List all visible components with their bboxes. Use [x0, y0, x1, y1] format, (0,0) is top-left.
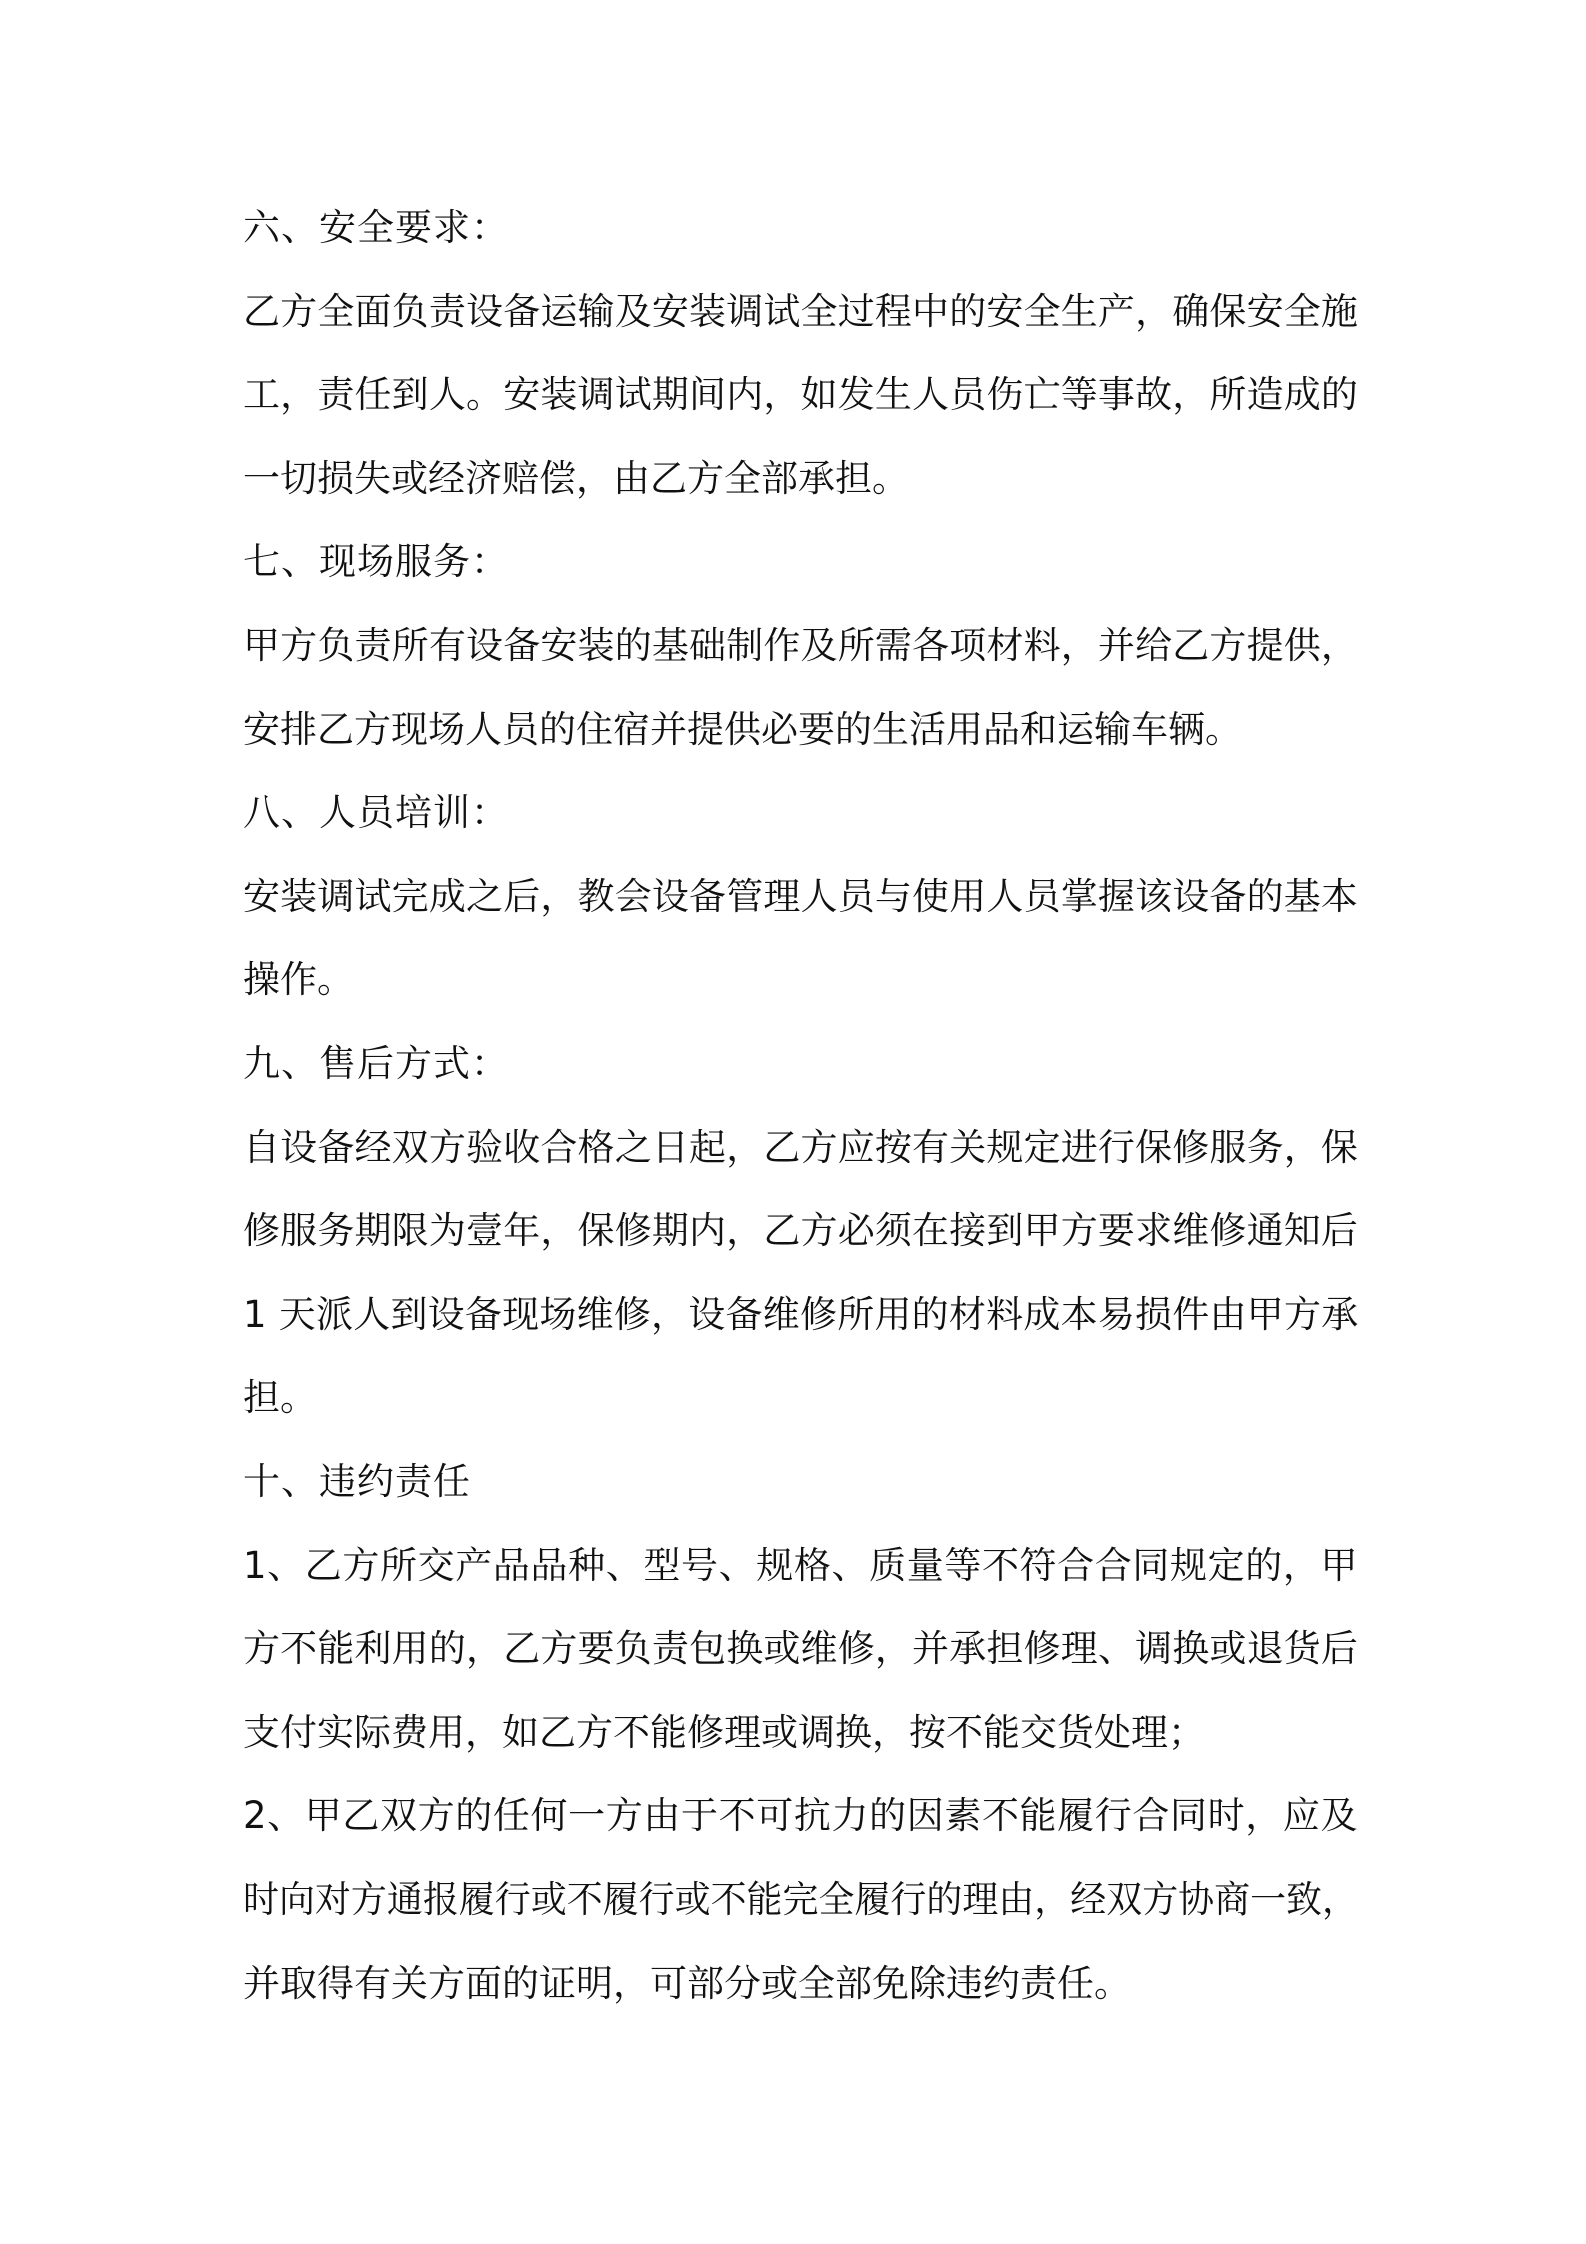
- paragraph-line: 一切损失或经济赔偿，由乙方全部承担。: [243, 457, 909, 500]
- paragraph-line: 操作。: [243, 958, 354, 1001]
- section-heading: 六、安全要求：: [243, 206, 509, 249]
- paragraph-line: 乙方全面负责设备运输及安装调试全过程中的安全生产，确保安全施: [243, 290, 1359, 333]
- paragraph-line: 修服务期限为壹年，保修期内，乙方必须在接到甲方要求维修通知后: [243, 1209, 1359, 1252]
- paragraph-line: 担。: [243, 1376, 317, 1419]
- paragraph-line: 并取得有关方面的证明，可部分或全部免除违约责任。: [243, 1962, 1131, 2005]
- section-heading: 八、人员培训：: [243, 791, 509, 834]
- paragraph-line: 方不能利用的，乙方要负责包换或维修，并承担修理、调换或退货后: [243, 1627, 1359, 1670]
- paragraph-line: 自设备经双方验收合格之日起，乙方应按有关规定进行保修服务，保: [243, 1126, 1359, 1169]
- paragraph-line: 1 天派人到设备现场维修，设备维修所用的材料成本易损件由甲方承: [243, 1293, 1359, 1336]
- paragraph-line: 安装调试完成之后，教会设备管理人员与使用人员掌握该设备的基本: [243, 875, 1359, 918]
- section-heading: 七、现场服务：: [243, 540, 509, 583]
- paragraph-line: 甲方负责所有设备安装的基础制作及所需各项材料，并给乙方提供，: [243, 624, 1359, 667]
- paragraph-line: 时向对方通报履行或不履行或不能完全履行的理由，经双方协商一致，: [243, 1878, 1358, 1921]
- paragraph-line: 1、乙方所交产品品种、型号、规格、质量等不符合合同规定的，甲: [243, 1544, 1359, 1587]
- paragraph-line: 工，责任到人。安装调试期间内，如发生人员伤亡等事故，所造成的: [243, 373, 1359, 416]
- paragraph-line: 安排乙方现场人员的住宿并提供必要的生活用品和运输车辆。: [243, 708, 1242, 751]
- section-heading: 九、售后方式：: [243, 1042, 509, 1085]
- paragraph-line: 支付实际费用，如乙方不能修理或调换，按不能交货处理；: [243, 1711, 1205, 1754]
- section-heading: 十、违约责任: [243, 1460, 471, 1503]
- paragraph-line: 2、甲乙双方的任何一方由于不可抗力的因素不能履行合同时，应及: [243, 1794, 1359, 1837]
